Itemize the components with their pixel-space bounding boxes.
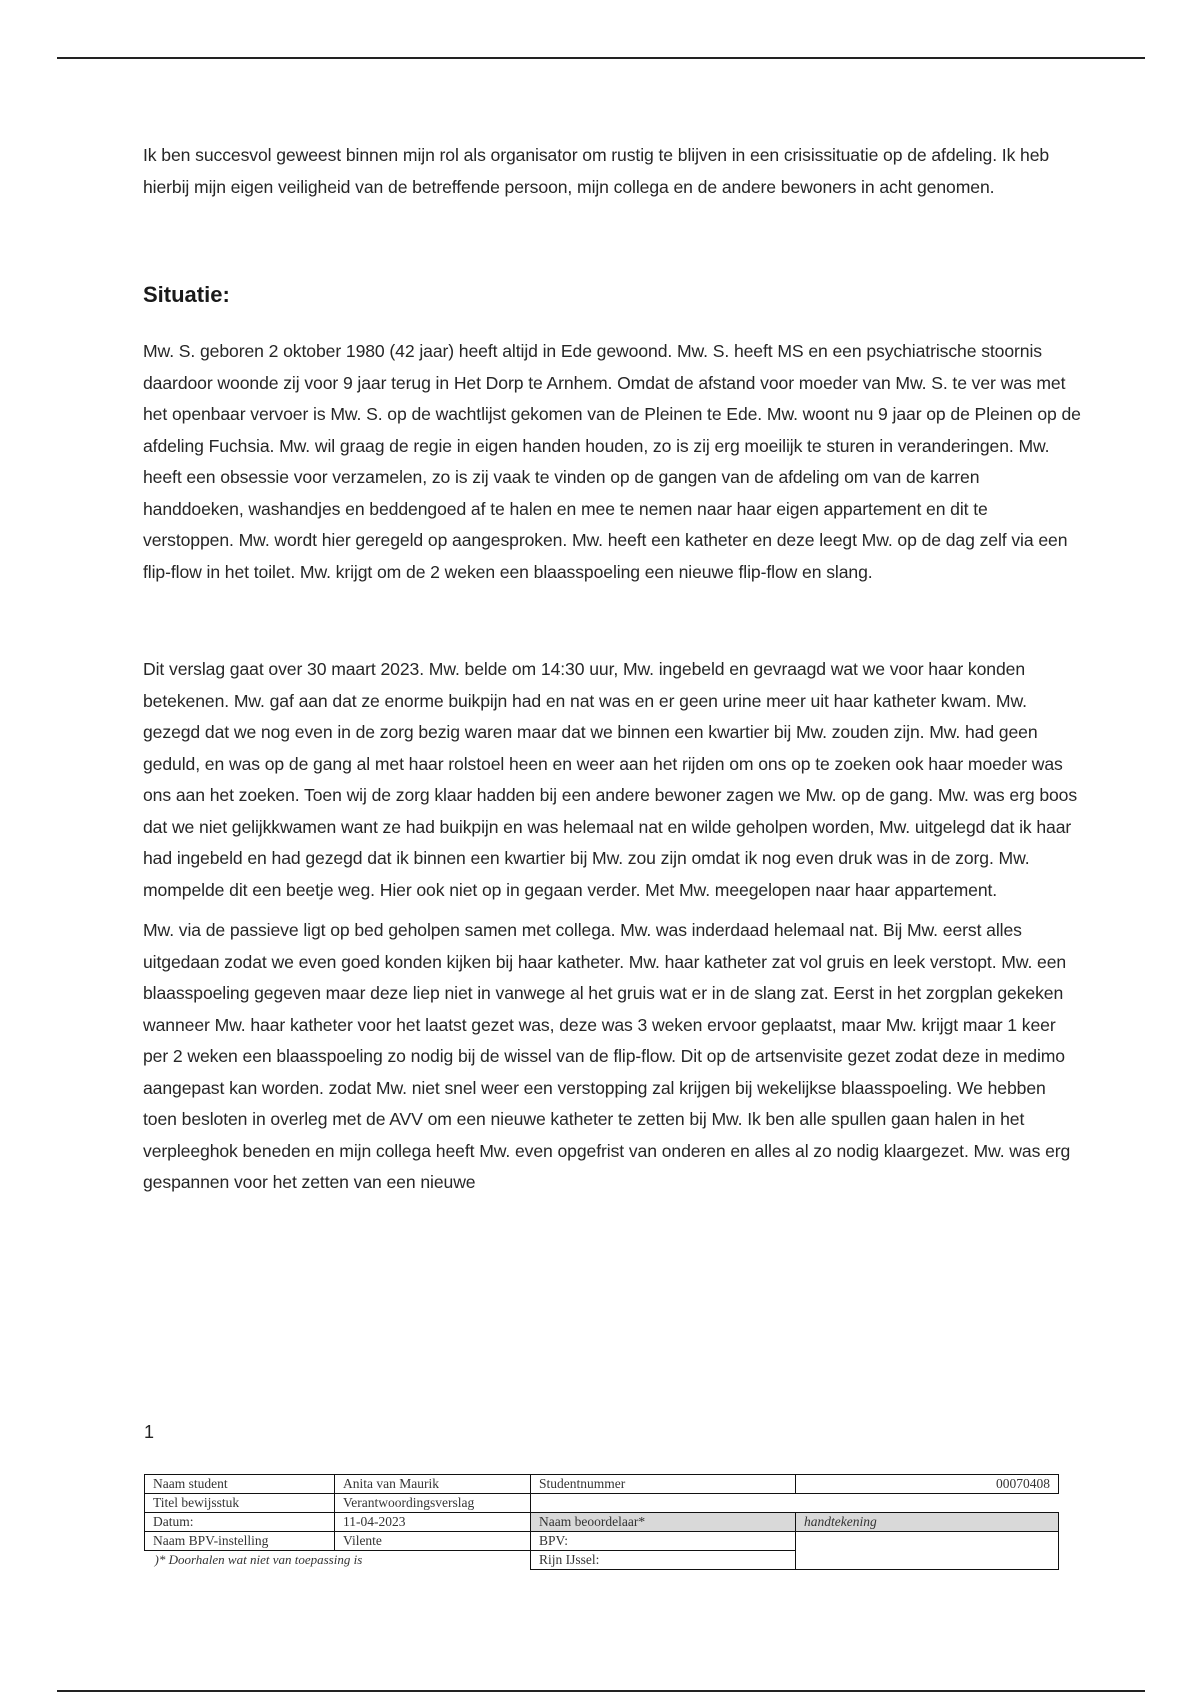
bpv-institution-label: Naam BPV-instelling xyxy=(145,1532,335,1551)
rijn-ijssel-label: Rijn IJssel: xyxy=(531,1551,796,1570)
student-value: Anita van Maurik xyxy=(335,1475,531,1494)
title-label: Titel bewijsstuk xyxy=(145,1494,335,1513)
bottom-rule xyxy=(57,1690,1145,1692)
footnote: )* Doorhalen wat niet van toepassing is xyxy=(154,1552,363,1568)
bpv-label: BPV: xyxy=(531,1532,796,1551)
signature-cell xyxy=(796,1532,1059,1551)
empty-cell xyxy=(531,1494,796,1513)
intro-paragraph: Ik ben succesvol geweest binnen mijn rol als organisator om rustig te blijven in een crisissituatie op de afdeling. Ik heb hierbij mijn eigen veiligheid van de betreffende persoon, mijn collega en de andere bewoners in acht genomen. xyxy=(143,145,1050,197)
title-value: Verantwoordingsverslag xyxy=(335,1494,531,1513)
table-row xyxy=(145,1551,1059,1570)
bpv-institution-value: Vilente xyxy=(335,1532,531,1551)
page-number: 1 xyxy=(144,1422,155,1442)
student-info-table xyxy=(144,1474,1059,1570)
situation-paragraph-2: Dit verslag gaat over 30 maart 2023. Mw. belde om 14:30 uur, Mw. ingebeld en gevraagd wat we voor haar konden betekenen. Mw. gaf aan dat ze enorme buikpijn had en nat was en er geen urine meer uit haar katheter kwam. Mw. gezegd dat we nog even in de zorg bezig waren maar dat we binnen een kwartier bij Mw. zouden zijn. Mw. had geen geduld, en was op de gang al met haar rolstoel heen en weer aan het rijden om ons op te zoeken ook haar moeder was ons aan het zoeken. Toen wij de zorg klaar hadden bij een andere bewoner zagen we Mw. op de gang. Mw. was erg boos dat we niet gelijkkwamen want ze had buikpijn en was helemaal nat en wilde geholpen worden, Mw. uitgelegd dat ik haar had ingebeld en had gezegd dat ik binnen een kwartier bij Mw. zou zijn omdat ik nog even druk was in de zorg. Mw. mompelde dit een beetje weg. Hier ook niet op in gegaan verder. Met Mw. meegelopen naar haar appartement. xyxy=(143,659,1078,900)
student-label: Naam student xyxy=(145,1475,335,1494)
top-rule xyxy=(57,57,1145,59)
table-row xyxy=(145,1475,1059,1494)
signature-label: handtekening xyxy=(796,1513,1059,1532)
situation-paragraph-1: Mw. S. geboren 2 oktober 1980 (42 jaar) heeft altijd in Ede gewoond. Mw. S. heeft MS en een psychiatrische stoornis daardoor woonde zij voor 9 jaar terug in Het Dorp te Arnhem. Omdat de afstand voor moeder van Mw. S. te ver was met het openbaar vervoer is Mw. S. op de wachtlijst gekomen van de Pleinen te Ede. Mw. woont nu 9 jaar op de Pleinen op de afdeling Fuchsia. Mw. wil graag de regie in eigen handen houden, zo is zij erg moeilijk te sturen in veranderingen. Mw. heeft een obsessie voor verzamelen, zo is zij vaak te vinden op de gangen van de afdeling om van de karren handdoeken, washandjes en beddengoed af te halen en mee te nemen naar haar eigen appartement en dit te verstoppen. Mw. wordt hier geregeld op aangesproken. Mw. heeft een katheter en deze leegt Mw. op de dag zelf via een flip-flow in het toilet. Mw. krijgt om de 2 weken een blaasspoeling een nieuwe flip-flow en slang. xyxy=(143,341,1081,582)
table-row xyxy=(145,1513,1059,1532)
date-label: Datum: xyxy=(145,1513,335,1532)
situation-paragraph-3: Mw. via de passieve ligt op bed geholpen samen met collega. Mw. was inderdaad helemaal nat. Bij Mw. eerst alles uitgedaan zodat we even goed konden kijken bij haar katheter. Mw. haar katheter zat vol gruis en leek verstopt. Mw. een blaasspoeling gegeven maar deze liep niet in vanwege al het gruis wat er in de slang zat. Eerst in het zorgplan gekeken wanneer Mw. haar katheter voor het laatst gezet was, deze was 3 weken ervoor geplaatst, maar Mw. krijgt maar 1 keer per 2 weken een blaasspoeling zo nodig bij de wissel van de flip-flow. Dit op de artsenvisite gezet zodat deze in medimo aangepast kan worden. zodat Mw. niet snel weer een verstopping zal krijgen bij wekelijkse blaasspoeling. We hebben toen besloten in overleg met de AVV om een nieuwe katheter te zetten bij Mw. Ik ben alle spullen gaan halen in het verpleeghok beneden en mijn collega heeft Mw. even opgefrist van onderen en alles al zo nodig klaargezet. Mw. was erg gespannen voor het zetten van een nieuwe xyxy=(143,920,1071,1192)
date-value: 11-04-2023 xyxy=(335,1513,531,1532)
table-row xyxy=(145,1532,1059,1551)
studentnr-value: 00070408 xyxy=(796,1475,1059,1494)
situation-heading: Situatie: xyxy=(143,282,230,307)
table-row xyxy=(145,1494,1059,1513)
signature-cell xyxy=(796,1551,1059,1570)
assessor-label: Naam beoordelaar* xyxy=(531,1513,796,1532)
empty-cell xyxy=(796,1494,1059,1513)
document-body xyxy=(143,140,1083,1199)
studentnr-label: Studentnummer xyxy=(531,1475,796,1494)
